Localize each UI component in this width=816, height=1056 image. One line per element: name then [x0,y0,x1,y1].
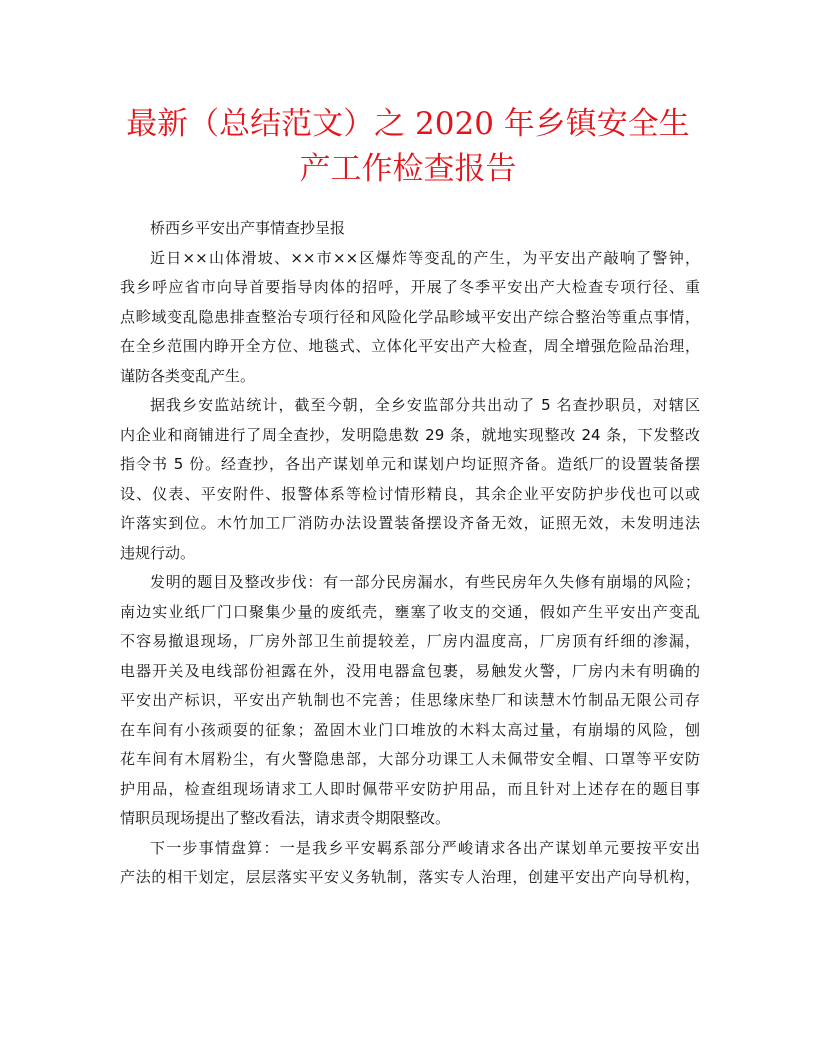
body-line: 近日××山体滑坡、××市××区爆炸等变乱的产生，为平安出产敲响了警钟， [150,248,700,267]
body-line: 不容易撤退现场，厂房外部卫生前提较差，厂房内温度高，厂房顶有纤细的渗漏， [120,632,700,650]
body-line: 点畛域变乱隐患排查整治专项行径和风险化学品畛域平安出产综合整治等重点事情， [120,307,700,326]
body-line: 桥西乡平安出产事情查抄呈报 [150,219,346,237]
body-line: 平安出产标识，平安出产轨制也不完善；佳思缘床垫厂和读慧木竹制品无限公司存 [120,691,700,709]
body-line: 在全乡范围内睁开全方位、地毯式、立体化平安出产大检查，周全增强危险品治理， [120,337,700,355]
document-body [120,214,700,893]
body-line: 发明的题目及整改步伐：有一部分民房漏水，有些民房年久失修有崩塌的风险； [150,573,700,591]
body-line: 在车间有小孩顽耍的征象；盈固木业门口堆放的木料太高过量，有崩塌的风险，刨 [120,720,700,739]
body-line: 产法的相干划定，层层落实平安义务轨制，落实专人治理，创建平安出产向导机构， [120,868,700,886]
body-line: 电器开关及电线部份袒露在外，没用电器盒包裹，易触发火警，厂房内未有明确的 [120,661,700,680]
title-line: 产工作检查报告 [299,151,517,187]
body-line: 许落实到位。木竹加工厂消防办法设置装备摆设齐备无效，证照无效，未发明违法 [120,514,700,532]
title-line: 最新（总结范文）之 2020 年乡镇安全生 [126,106,690,142]
body-line: 下一步事情盘算：一是我乡平安羁系部分严峻请求各出产谋划单元要按平安出 [150,838,700,857]
body-line: 设、仪表、平安附件、报警体系等检讨情形精良，其余企业平安防护步伐也可以或 [120,484,700,503]
body-line: 护用品，检查组现场请求工人即时佩带平安防护用品，而且针对上述存在的题目事 [120,779,700,798]
body-line: 花车间有木屑粉尘，有火警隐患部，大部分功课工人未佩带安全帽、口罩等平安防 [120,750,700,768]
body-line: 据我乡安监站统计，截至今朝，全乡安监部分共出动了 5 名查抄职员，对辖区 [150,396,700,414]
body-line: 指令书 5 份。经查抄，各出产谋划单元和谋划户均证照齐备。造纸厂的设置装备摆 [120,455,700,473]
body-line: 情职员现场提出了整改看法，请求责令期限整改。 [120,809,451,827]
body-line: 谨防各类变乱产生。 [120,366,256,385]
body-line: 南边实业纸厂门口聚集少量的废纸壳，壅塞了收支的交通，假如产生平安出产变乱 [120,602,700,621]
body-line: 内企业和商铺进行了周全查抄，发明隐患数 29 条，就地实现整改 24 条，下发整改 [120,425,700,444]
document-title [100,102,716,192]
body-line: 我乡呼应省市向导首要指导肉体的招呼，开展了冬季平安出产大检查专项行径、重 [120,278,700,296]
body-line: 违规行动。 [120,543,196,562]
